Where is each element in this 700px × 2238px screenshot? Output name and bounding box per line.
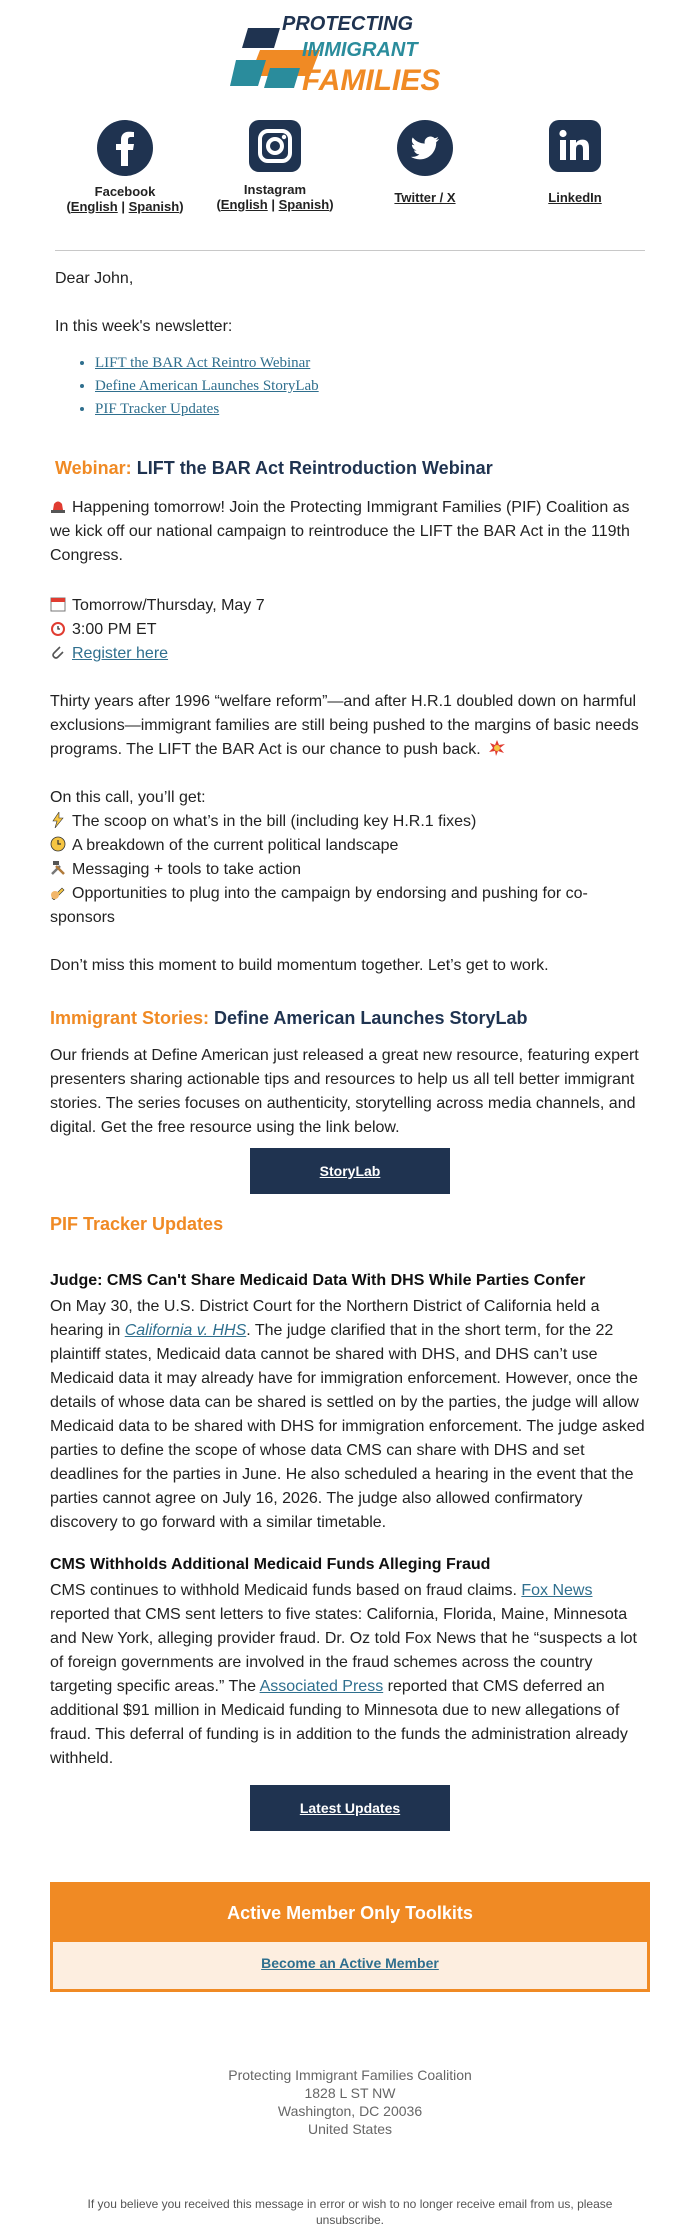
facebook-english-link[interactable]: English xyxy=(70,199,118,214)
text-segment: CMS continues to withhold Medicaid funds based on fraud claims. xyxy=(50,1582,522,1599)
clock-icon xyxy=(50,836,66,852)
separator: | xyxy=(121,199,125,214)
webinar-register-row xyxy=(50,642,650,666)
text-segment: . The judge clarified that in the short term, for the 22 plaintiff states, Medicaid data cannot be shared with DHS, and DHS can’t use Medicaid data it may already have for immigration enforcement. However, once the details of whose data can be shared is settled on by the parties, the judge will allow Medicaid data to be shared with DHS for immigration enforcement. The judge asked parties to define the scope of whose data CMS can share with DHS and set deadlines for the parties in June. He also scheduled a hearing in the event that the parties cannot agree on July 16, 2026. The judge also allowed confirmatory discovery to go forward with a similar timetable. xyxy=(50,1322,645,1531)
linkedin-icon[interactable] xyxy=(549,120,601,172)
facebook-icon[interactable] xyxy=(97,120,153,176)
storylab-button[interactable]: StoryLab xyxy=(250,1148,450,1194)
footer-country: United States xyxy=(307,2121,393,2137)
facebook-label: Facebook xyxy=(94,184,156,199)
facebook-spanish-link[interactable]: Spanish xyxy=(128,199,180,214)
tracker-item1-body xyxy=(50,1295,650,1535)
toolkit-box xyxy=(50,1882,650,1992)
bullet-text: A breakdown of the current political landscape xyxy=(72,837,399,854)
register-link[interactable]: Register here xyxy=(72,645,169,662)
list-item xyxy=(95,352,319,375)
collision-icon xyxy=(489,740,505,756)
fox-news-link[interactable]: Fox News xyxy=(521,1582,593,1599)
tracker-item2-title: CMS Withholds Additional Medicaid Funds Alleging Fraud xyxy=(50,1556,491,1573)
tracker-item2-body xyxy=(50,1579,650,1771)
social-linkedin xyxy=(500,120,650,205)
social-instagram: Instagram (English | Spanish) xyxy=(200,120,350,212)
logo-line3: FAMILIES xyxy=(302,64,441,97)
twitter-icon[interactable] xyxy=(397,120,453,176)
list-item xyxy=(50,834,650,858)
stories-title: Define American Launches StoryLab xyxy=(214,1008,528,1028)
siren-icon xyxy=(50,498,66,514)
text-segment: On May 30, the U.S. District Court for the Northern District of California held a hearing in xyxy=(50,1298,600,1339)
instagram-english-link[interactable]: English xyxy=(220,197,268,212)
instagram-icon[interactable] xyxy=(249,120,301,172)
divider xyxy=(55,250,645,251)
pif-logo xyxy=(230,8,470,103)
webinar-time-row xyxy=(50,618,650,642)
unsubscribe-note[interactable]: If you believe you received this message in error or wish to no longer receive email from us, please unsubscribe. xyxy=(87,2197,613,2227)
webinar-announce xyxy=(50,496,650,568)
list-item xyxy=(95,398,319,421)
webinar-context xyxy=(50,690,650,762)
webinar-time: 3:00 PM ET xyxy=(72,621,157,638)
separator: | xyxy=(271,197,275,212)
text-segment: reported that CMS sent letters to five states: California, Florida, Maine, Minnesota and New York, alleging provider fraud. Dr. Oz told Fox News that he “suspects a lot of foreign governments are involved in the fraud schemes across the country targeting specific areas.” The xyxy=(50,1606,637,1695)
toc-link-tracker[interactable]: PIF Tracker Updates xyxy=(95,401,220,417)
california-v-hhs-link[interactable]: California v. HHS xyxy=(124,1322,247,1339)
table-of-contents xyxy=(95,352,319,421)
tracker-heading: PIF Tracker Updates xyxy=(50,1214,224,1234)
logo-line2: IMMIGRANT xyxy=(302,39,418,61)
list-item xyxy=(50,882,610,930)
logo-line1: PROTECTING xyxy=(282,13,414,35)
list-item xyxy=(50,810,650,834)
bullet-text: Messaging + tools to take action xyxy=(72,861,302,878)
become-member-link[interactable]: Become an Active Member xyxy=(261,1955,439,1971)
list-item xyxy=(50,858,650,882)
latest-updates-button[interactable]: Latest Updates xyxy=(250,1785,450,1831)
alarm-clock-icon xyxy=(50,620,66,636)
social-links xyxy=(0,120,700,230)
webinar-date-row xyxy=(50,594,650,618)
footer-street: 1828 L ST NW xyxy=(304,2085,396,2101)
get-lead: On this call, you’ll get: xyxy=(50,789,206,806)
footer-org: Protecting Immigrant Families Coalition xyxy=(228,2067,472,2083)
stories-heading xyxy=(50,1008,527,1029)
footer-city: Washington, DC 20036 xyxy=(277,2103,423,2119)
webinar-context-text: Thirty years after 1996 “welfare reform”—and after H.R.1 doubled down on harmful exclusions—immigrant families are still being pushed to the margins of basic needs programs. The LIFT the BAR Act is our chance to push back. xyxy=(50,693,639,758)
writing-hand-icon xyxy=(50,884,66,900)
text-segment: reported that CMS deferred an additional $91 million in Medicaid funding to Minnesota due to new allegations of fraud. This deferral of funding is in addition to the funds the administration already withheld. xyxy=(50,1678,628,1767)
toc-link-webinar[interactable]: LIFT the BAR Act Reintro Webinar xyxy=(95,355,311,371)
social-facebook: Facebook (English | Spanish) xyxy=(50,120,200,214)
paperclip-icon xyxy=(50,644,66,660)
webinar-heading xyxy=(55,458,493,479)
stories-kicker: Immigrant Stories: xyxy=(50,1008,210,1028)
tools-icon xyxy=(50,860,66,876)
list-item xyxy=(95,375,319,398)
toc-link-storylab[interactable]: Define American Launches StoryLab xyxy=(95,378,319,394)
webinar-closing: Don’t miss this moment to build momentum together. Let’s get to work. xyxy=(50,957,549,974)
linkedin-link[interactable]: LinkedIn xyxy=(548,190,602,205)
calendar-icon xyxy=(50,596,66,612)
greeting: Dear John, xyxy=(55,270,134,287)
associated-press-link[interactable]: Associated Press xyxy=(259,1678,384,1695)
instagram-label: Instagram xyxy=(243,182,307,197)
webinar-kicker: Webinar: xyxy=(55,458,132,478)
bullet-text: Opportunities to plug into the campaign by endorsing and pushing for co-sponsors xyxy=(50,885,588,926)
lightning-icon xyxy=(50,812,66,828)
webinar-announce-text: Happening tomorrow! Join the Protecting Immigrant Families (PIF) Coalition as we kick off our national campaign to reintroduce the LIFT the BAR Act in the 119th Congress. xyxy=(50,499,630,564)
instagram-spanish-link[interactable]: Spanish xyxy=(278,197,330,212)
newsletter-lead: In this week's newsletter: xyxy=(55,318,233,335)
webinar-title: LIFT the BAR Act Reintroduction Webinar xyxy=(136,458,493,478)
webinar-date: Tomorrow/Thursday, May 7 xyxy=(72,597,265,614)
tracker-item1-title: Judge: CMS Can't Share Medicaid Data With DHS While Parties Confer xyxy=(50,1272,586,1289)
toolkit-heading: Active Member Only Toolkits xyxy=(53,1885,647,1942)
stories-body: Our friends at Define American just released a great new resource, featuring expert presenters sharing actionable tips and resources to help us all tell better immigrant stories. The series focuses on authenticity, storytelling across media channels, and digital. Get the free resource using the link below. xyxy=(50,1047,639,1136)
bullet-text: The scoop on what’s in the bill (including key H.R.1 fixes) xyxy=(72,813,477,830)
twitter-link[interactable]: Twitter / X xyxy=(394,190,456,205)
social-twitter xyxy=(350,120,500,205)
